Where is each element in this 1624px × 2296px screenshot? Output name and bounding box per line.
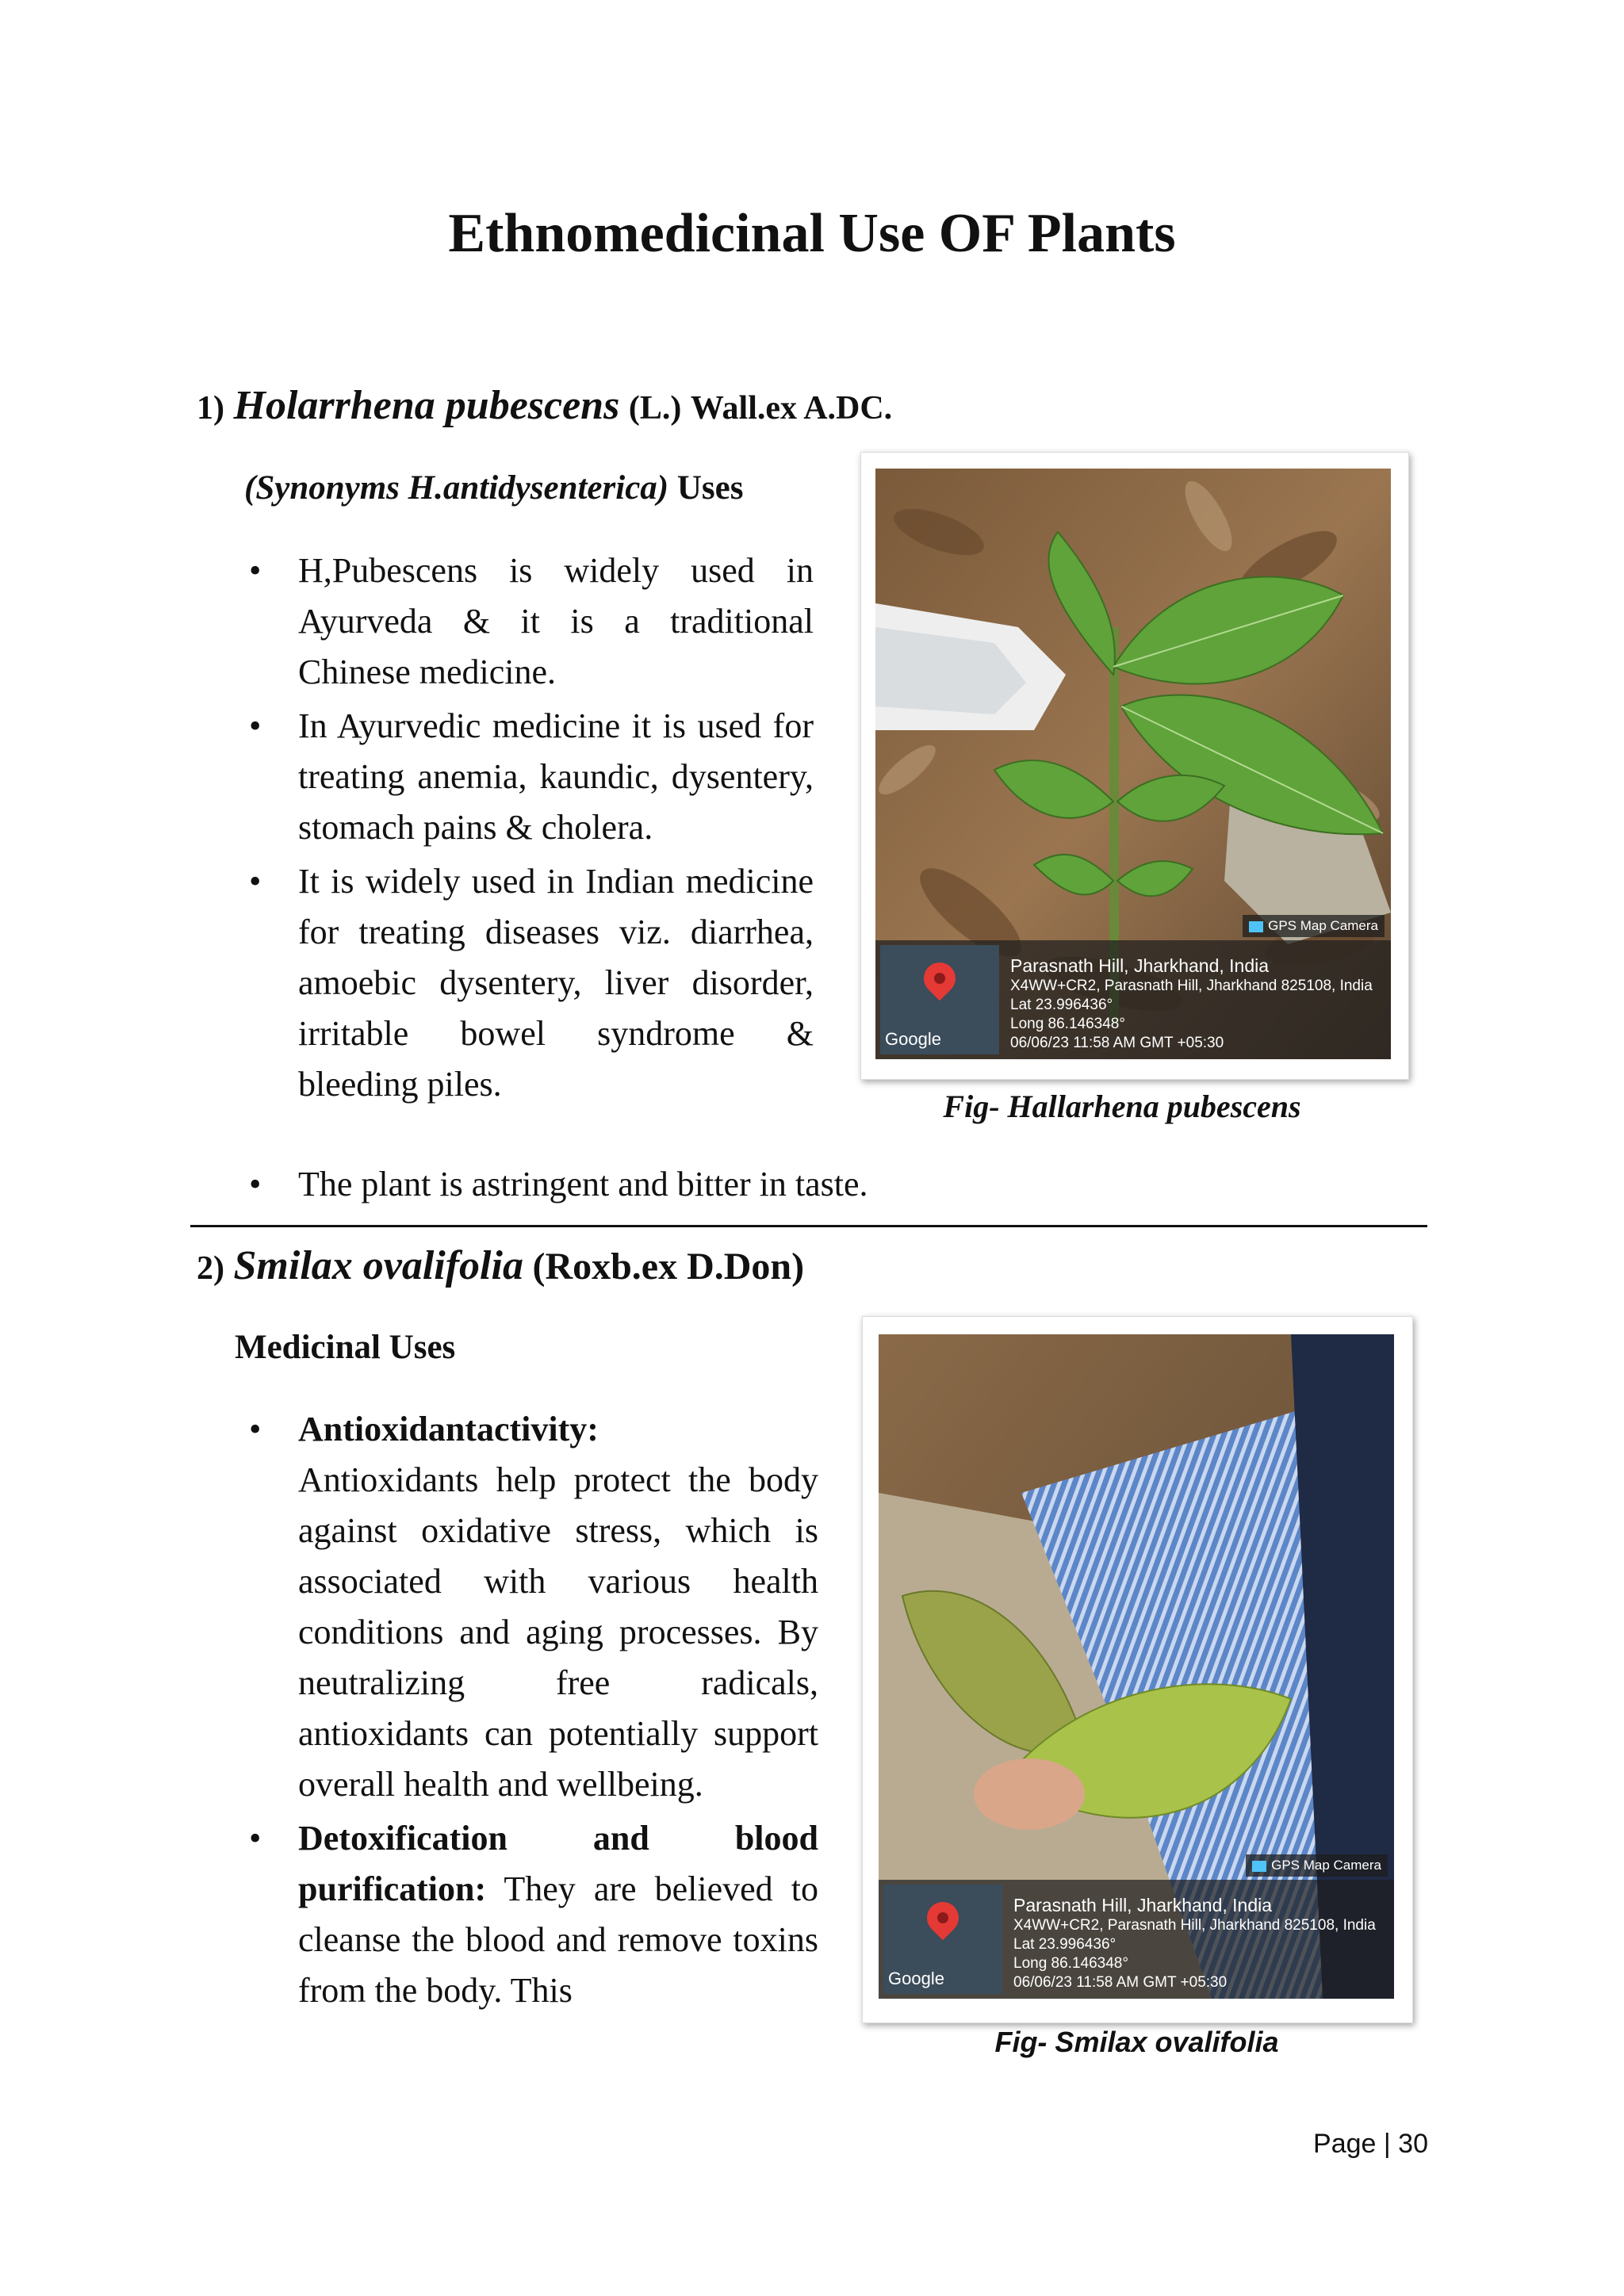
section-divider (190, 1225, 1427, 1227)
section-2-bullet-list (243, 1404, 818, 2019)
map-pin-icon (921, 1896, 966, 1941)
list-item (243, 1404, 818, 1810)
section-1-species: Holarrhena pubescens (233, 383, 620, 428)
section-1-author: Wall.ex A.DC. (690, 390, 893, 427)
page-number: 30 (1398, 2129, 1428, 2159)
uses-label: Uses (676, 469, 744, 507)
gps-timestamp: 06/06/23 11:58 AM GMT +05:30 (1010, 1035, 1224, 1051)
gps-address: X4WW+CR2, Parasnath Hill, Jharkhand 825108, India (1013, 1917, 1376, 1934)
gps-info (1010, 955, 1373, 1053)
bullet-term: Antioxidantactivity: (298, 1410, 599, 1448)
map-attribution: Google (888, 1969, 944, 1988)
section-2-author: (Roxb.ex D.Don) (532, 1246, 805, 1288)
camera-badge-label: GPS Map Camera (1271, 1858, 1381, 1873)
gps-lat: Lat 23.996436° (1013, 1936, 1116, 1953)
page-footer (1313, 2129, 1428, 2160)
figure-2-photo (879, 1334, 1394, 1999)
figure-1-photo (875, 469, 1391, 1059)
bullet-term: Detoxification and blood purification: (298, 1819, 818, 1908)
bullet-description: Antioxidants help protect the body against oxidative stress, which is associated with various health conditions and aging processes. By neutralizing free radicals, antioxidants can potentially support overall health and wellbeing. (298, 1460, 818, 1804)
section-2-number: 2) (197, 1250, 224, 1287)
section-1-subheading (244, 466, 743, 511)
map-pin-icon (917, 956, 963, 1001)
section-1-bullet-list-cont (243, 1159, 1274, 1213)
gps-timestamp: 06/06/23 11:58 AM GMT +05:30 (1013, 1974, 1228, 1991)
gps-overlay-2 (879, 1858, 1394, 1999)
list-item: • In Ayurvedic medicine it is used for treating anemia, kaundic, dysentery, stomach pains & cholera. (243, 701, 814, 853)
gps-long: Long 86.146348° (1010, 1016, 1125, 1032)
section-1-bullet-list (243, 545, 814, 1113)
figure-1-frame (860, 452, 1409, 1080)
map-thumbnail (883, 1885, 1002, 1994)
figure-1-caption: Fig- Hallarhena pubescens (943, 1089, 1301, 1124)
page-label: Page (1313, 2129, 1377, 2159)
gps-location: Parasnath Hill, Jharkhand, India (1010, 955, 1270, 976)
camera-badge-label: GPS Map Camera (1268, 918, 1378, 933)
gps-address: X4WW+CR2, Parasnath Hill, Jharkhand 825108, India (1010, 978, 1373, 994)
bullet-description: They are believed to cleanse the blood and remove toxins from the body. This (298, 1869, 818, 2010)
list-item: • The plant is astringent and bitter in taste. (243, 1159, 1274, 1210)
camera-icon (1249, 921, 1263, 932)
section-2-heading (197, 1242, 804, 1292)
gps-info (1013, 1894, 1376, 1992)
list-item: • It is widely used in Indian medicine for treating diseases viz. diarrhea, amoebic dysentery, liver disorder, irritable bowel syndrome & bleeding piles. (243, 856, 814, 1110)
map-attribution: Google (885, 1029, 941, 1049)
figure-2-caption: Fig- Smilax ovalifolia (994, 2026, 1279, 2058)
section-2-subheading: Medicinal Uses (235, 1329, 456, 1366)
gps-overlay-1 (875, 918, 1391, 1059)
camera-icon (1252, 1861, 1266, 1872)
figure-2-frame (862, 1316, 1413, 2023)
section-1-number: 1) (197, 390, 224, 427)
gps-long: Long 86.146348° (1013, 1955, 1128, 1972)
gps-camera-badge (1246, 1854, 1388, 1877)
synonym-text: (Synonyms H.antidysenterica) (244, 469, 669, 507)
gps-lat: Lat 23.996436° (1010, 997, 1113, 1013)
map-thumbnail (880, 945, 999, 1054)
section-2-species: Smilax ovalifolia (233, 1243, 523, 1288)
list-item (243, 1813, 818, 2016)
section-1-author-paren: (L.) (628, 390, 682, 427)
section-1-heading (197, 382, 892, 432)
list-item: • H,Pubescens is widely used in Ayurveda & it is a traditional Chinese medicine. (243, 545, 814, 698)
gps-location: Parasnath Hill, Jharkhand, India (1013, 1895, 1273, 1915)
gps-camera-badge (1243, 915, 1385, 937)
page-title: Ethnomedicinal Use OF Plants (448, 203, 1176, 264)
page-separator: | (1383, 2129, 1391, 2159)
